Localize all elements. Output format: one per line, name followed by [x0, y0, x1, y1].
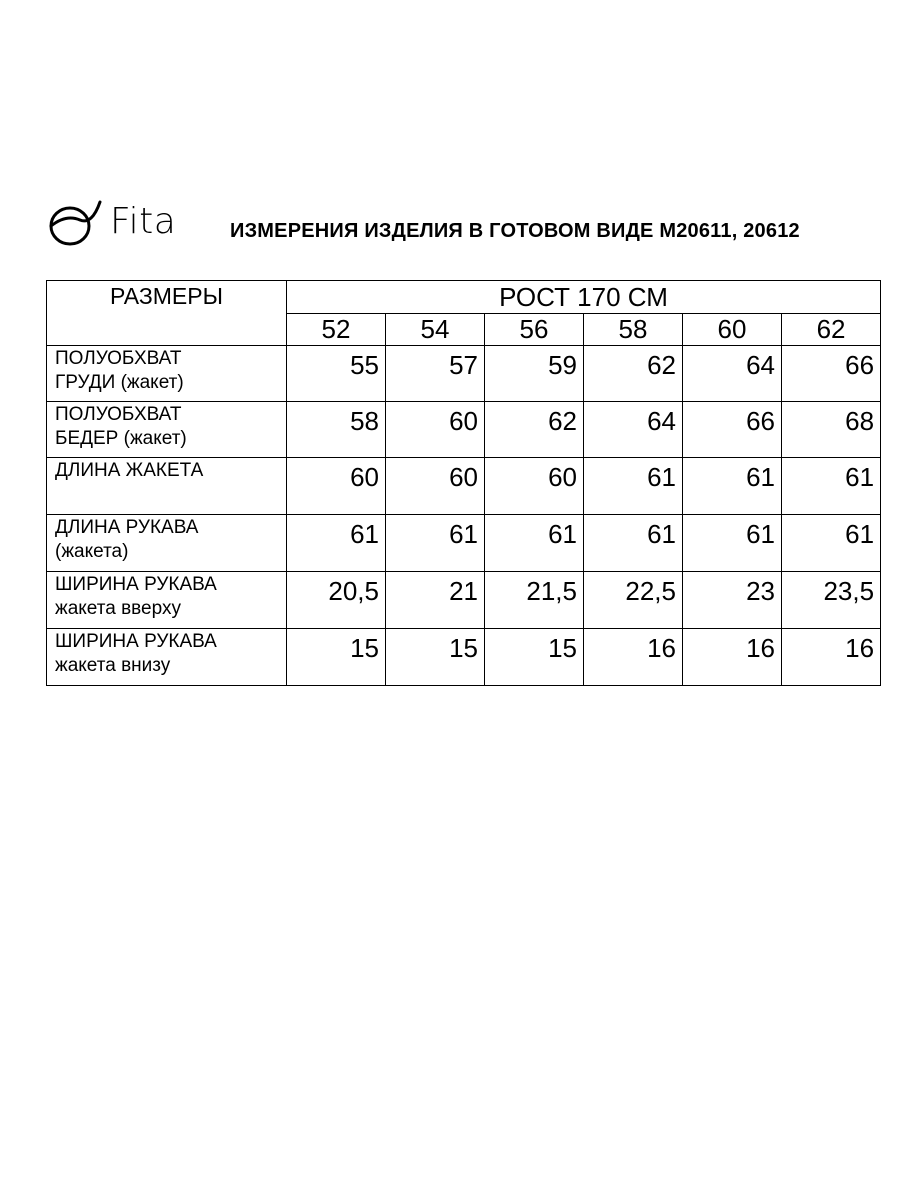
value-cell: 61 [386, 515, 485, 572]
row-label [47, 572, 287, 629]
value-cell: 15 [287, 629, 386, 686]
table-row [47, 572, 881, 629]
value-cell: 64 [683, 346, 782, 402]
value-cell: 66 [782, 346, 881, 402]
height-header-cell: РОСТ 170 СМ [287, 281, 881, 314]
row-label [47, 402, 287, 458]
value-cell: 58 [287, 402, 386, 458]
row-label [47, 629, 287, 686]
value-cell: 68 [782, 402, 881, 458]
table-header-row [47, 281, 881, 314]
value-cell: 21 [386, 572, 485, 629]
row-label-line: (жакета) [55, 541, 129, 562]
table-row [47, 515, 881, 572]
size-header-cell: 58 [584, 314, 683, 346]
row-label [47, 515, 287, 572]
table-row [47, 629, 881, 686]
value-cell: 16 [584, 629, 683, 686]
value-cell: 57 [386, 346, 485, 402]
size-measurements-table [46, 280, 881, 686]
size-header-cell: 52 [287, 314, 386, 346]
brand-wordmark: Fita [110, 201, 177, 242]
row-label-line: ПОЛУОБХВАТ [55, 404, 182, 425]
row-label-line: ШИРИНА РУКАВА [55, 631, 217, 652]
value-cell: 55 [287, 346, 386, 402]
row-label-line: ШИРИНА РУКАВА [55, 574, 217, 595]
value-cell: 61 [287, 515, 386, 572]
row-label [47, 346, 287, 402]
value-cell: 61 [584, 458, 683, 515]
fita-logo-icon [46, 196, 102, 248]
value-cell: 16 [683, 629, 782, 686]
value-cell: 60 [386, 402, 485, 458]
value-cell: 61 [584, 515, 683, 572]
value-cell: 60 [287, 458, 386, 515]
value-cell: 60 [386, 458, 485, 515]
value-cell: 23 [683, 572, 782, 629]
value-cell: 15 [386, 629, 485, 686]
document-title: ИЗМЕРЕНИЯ ИЗДЕЛИЯ В ГОТОВОМ ВИДЕ М20611, 20612 [230, 220, 800, 242]
value-cell: 16 [782, 629, 881, 686]
value-cell: 20,5 [287, 572, 386, 629]
row-label-line: жакета вверху [55, 598, 181, 619]
row-label-line: ДЛИНА РУКАВА [55, 517, 199, 538]
value-cell: 59 [485, 346, 584, 402]
table-row [47, 346, 881, 402]
document-header [46, 196, 856, 252]
value-cell: 61 [683, 515, 782, 572]
value-cell: 61 [782, 458, 881, 515]
row-label-line: ПОЛУОБХВАТ [55, 348, 182, 369]
size-header-cell: 56 [485, 314, 584, 346]
row-label-line: жакета внизу [55, 655, 171, 676]
value-cell: 21,5 [485, 572, 584, 629]
size-header-cell: 60 [683, 314, 782, 346]
value-cell: 66 [683, 402, 782, 458]
table-row [47, 402, 881, 458]
value-cell: 22,5 [584, 572, 683, 629]
row-label-line: ДЛИНА ЖАКЕТА [55, 460, 204, 481]
row-label [47, 458, 287, 515]
brand-logo [46, 196, 176, 248]
value-cell: 23,5 [782, 572, 881, 629]
value-cell: 15 [485, 629, 584, 686]
value-cell: 62 [485, 402, 584, 458]
value-cell: 60 [485, 458, 584, 515]
sizes-header-cell: РАЗМЕРЫ [47, 281, 287, 346]
value-cell: 61 [485, 515, 584, 572]
row-label-line: ГРУДИ (жакет) [55, 372, 184, 393]
value-cell: 61 [683, 458, 782, 515]
row-label-line: БЕДЕР (жакет) [55, 428, 187, 449]
value-cell: 61 [782, 515, 881, 572]
table-row [47, 458, 881, 515]
size-header-cell: 54 [386, 314, 485, 346]
value-cell: 62 [584, 346, 683, 402]
size-header-cell: 62 [782, 314, 881, 346]
value-cell: 64 [584, 402, 683, 458]
